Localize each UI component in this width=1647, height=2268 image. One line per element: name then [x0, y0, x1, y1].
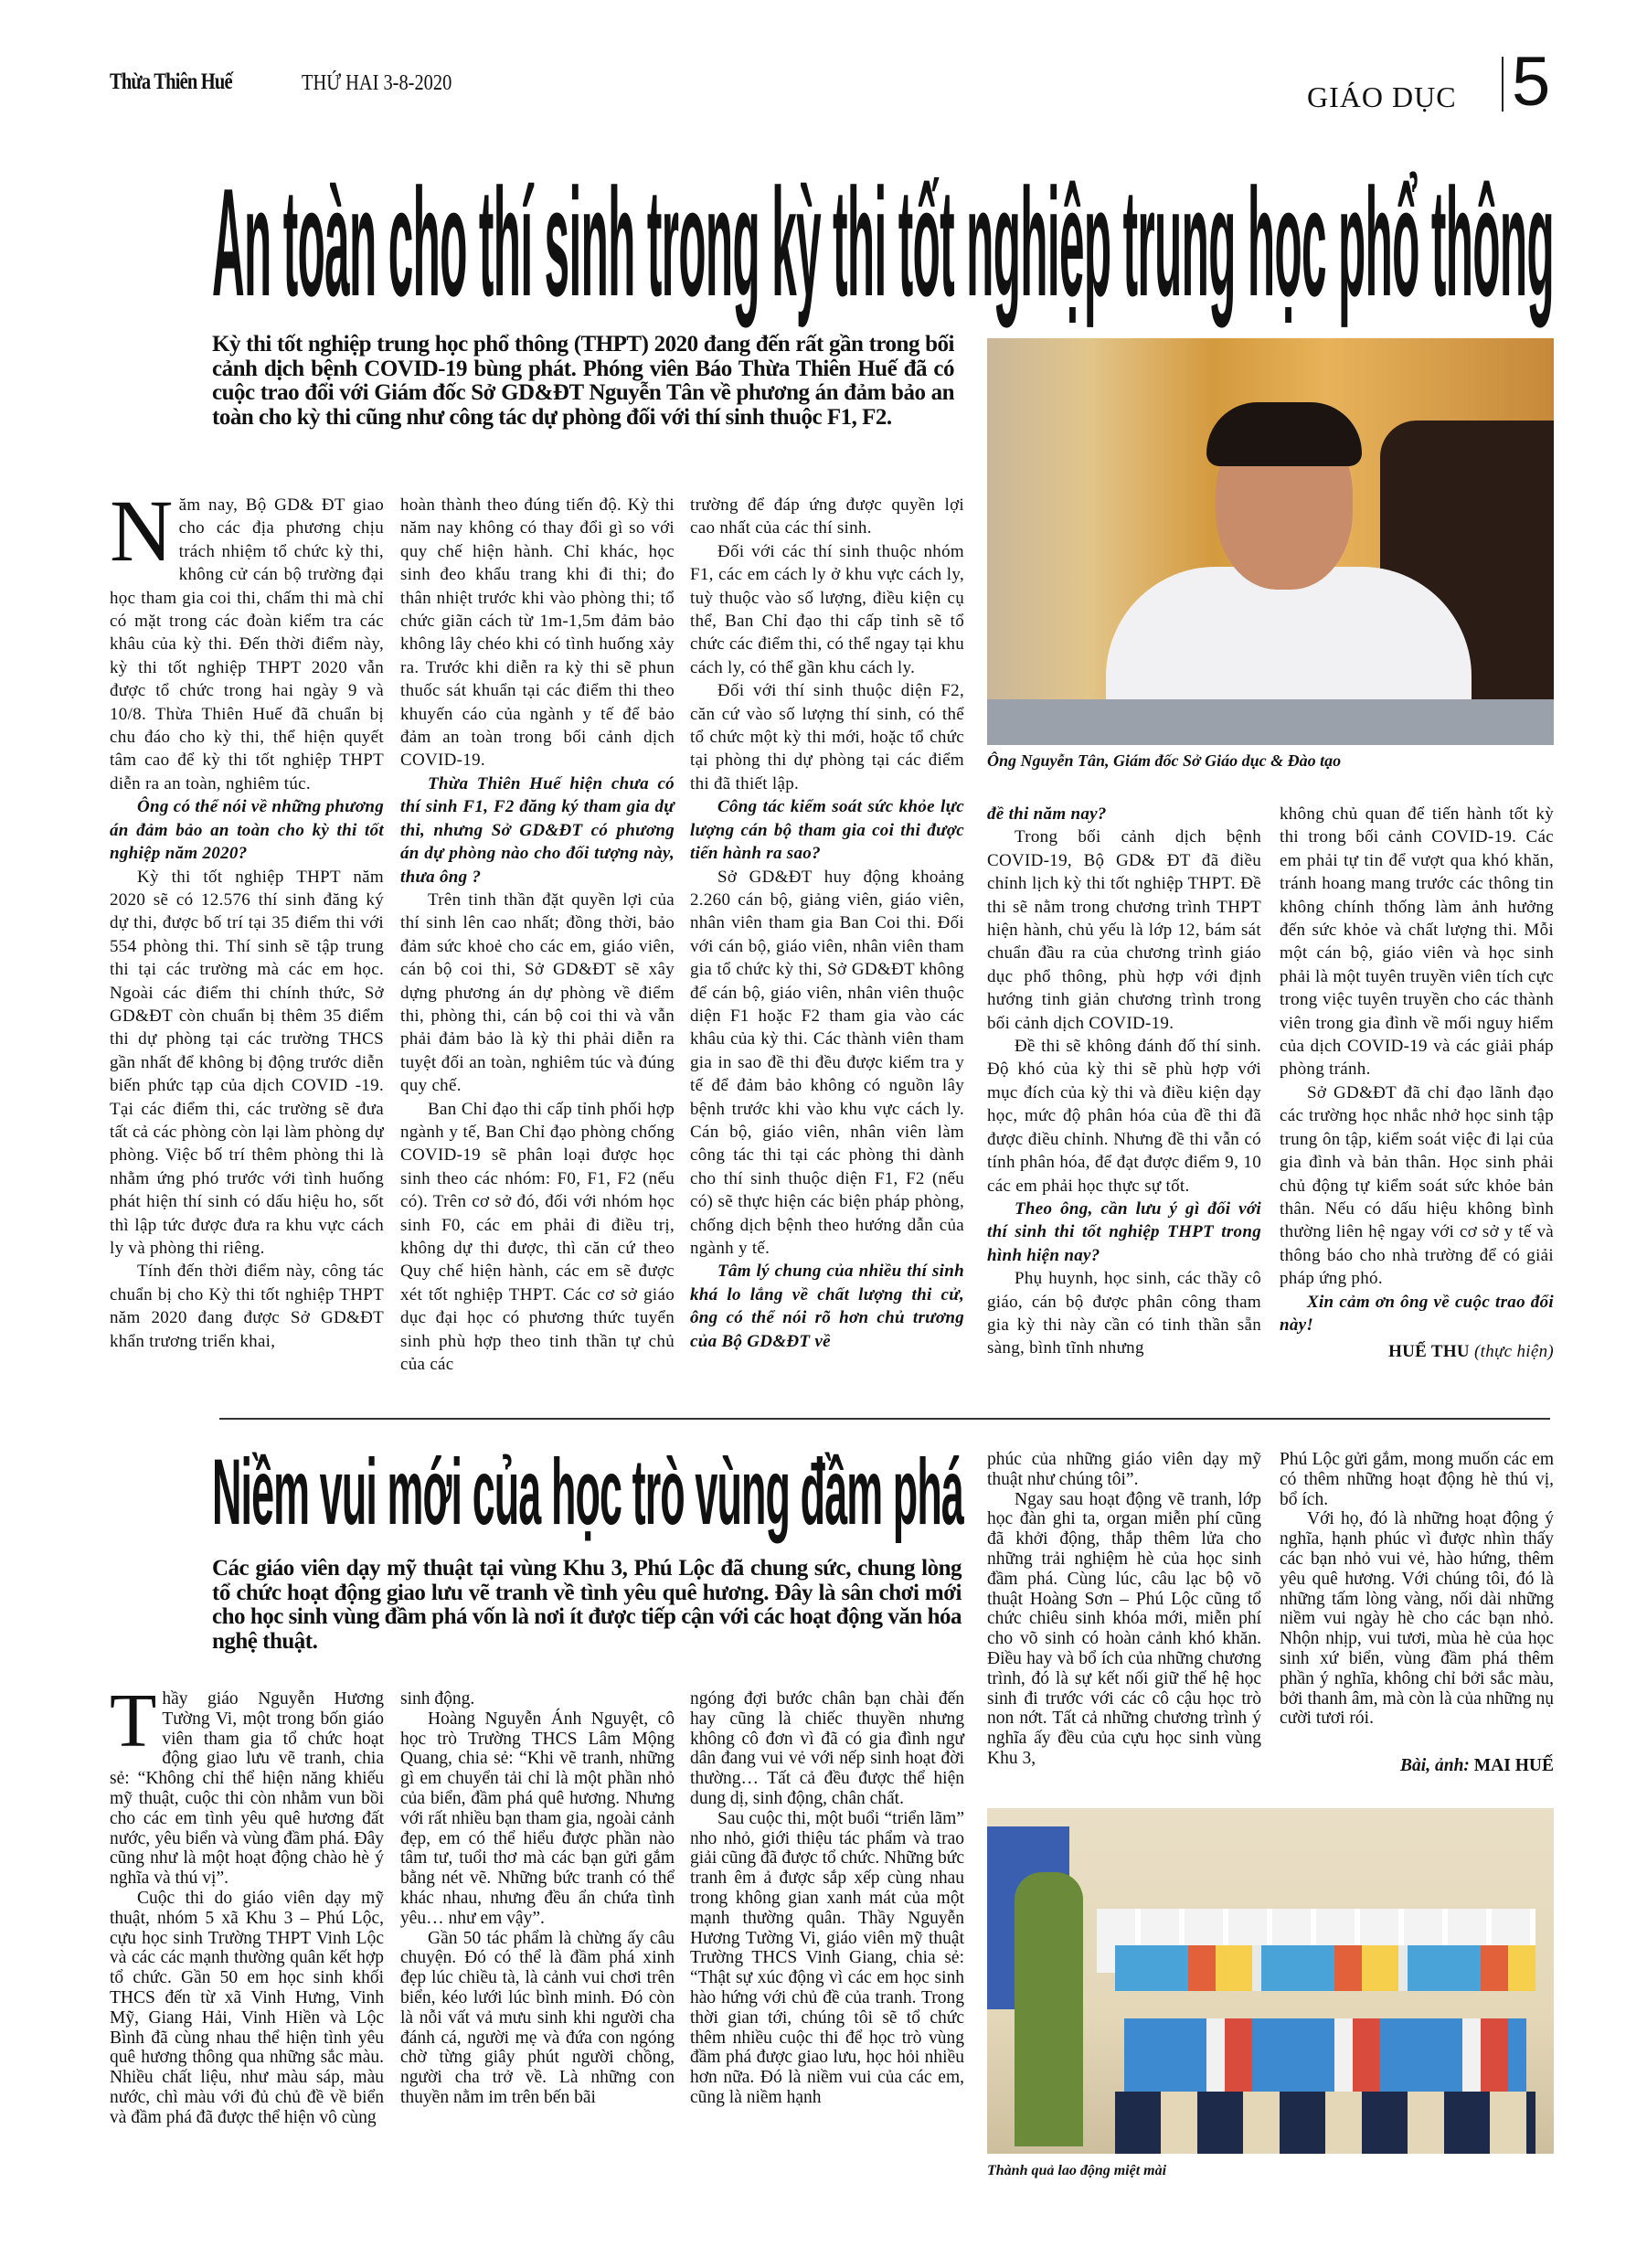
- paragraph: Cuộc thi do giáo viên dạy mỹ thuật, nhóm 5 xã Khu 3 – Phú Lộc, cựu học sinh Trường THPT Vinh Lộc và các các mạnh thường quân kết hợp tổ chức. Gần 50 em học sinh khối THCS đến từ xã Vinh Hưng, Vinh Mỹ, Giang Hải, Vinh Hiền và Lộc Bình đã cùng nhau thể hiện tình yêu quê hương thông qua những sắc màu. Nhiều chất liệu, như màu sáp, màu nước, chì màu với đủ chủ đề về biển và đầm phá đã được thể hiện vô cùng: [110, 1888, 384, 2127]
- paragraph: hoàn thành theo đúng tiến độ. Kỳ thi năm nay không có thay đổi gì so với quy chế hiện hành. Chỉ khác, học sinh đeo khẩu trang khi đi thi; đo thân nhiệt trước khi vào phòng thi; tổ chức giãn cách từ 1m-1,5m đảm bảo không lây chéo khi có tình huống xảy ra. Trước khi diễn ra kỳ thi sẽ phun thuốc sát khuẩn tại các điểm thi theo khuyến cáo của ngành y tế để bảo đảm an toàn trong bối cảnh dịch COVID-19.: [400, 495, 675, 771]
- paragraph: Trên tinh thần đặt quyền lợi của thí sinh lên cao nhất; đồng thời, bảo đảm sức khoẻ cho các em, giáo viên, cán bộ coi thi, Sở GD&ĐT sẽ xây dựng phương án dự phòng về điểm thi, phòng thi, cán bộ coi thi và vẫn phải đảm bảo là kỳ thi phải diễn ra tuyệt đối an toàn, nghiêm túc và đúng quy chế.: [400, 889, 675, 1096]
- header-divider: [1502, 57, 1504, 112]
- interview-question: Công tác kiểm soát sức khỏe lực lượng cán bộ tham gia coi thi được tiến hành ra sao?: [690, 797, 964, 864]
- paragraph: Hoàng Nguyễn Ánh Nguyệt, cô học trò Trường THCS Lâm Mộng Quang, chia sẻ: “Khi vẽ tranh, những gì em chuyển tải chỉ là một phần nhỏ của biển, đầm phá quê hương. Nhưng với rất nhiều bạn tham gia, ngoài cảnh đẹp, em có thể hiểu được phần nào tâm tư, tuổi thơ mà các bạn gửi gắm bằng nét vẽ. Những bức tranh có thể khác nhau, nhưng đều ẩn chứa tình yêu… như em vậy”.: [400, 1709, 675, 1928]
- desk-shape: [987, 699, 1554, 745]
- byline-role: (thực hiện): [1474, 1342, 1554, 1362]
- article2-headline: Niềm vui mới của học trò vùng đầm phá: [212, 1440, 963, 1544]
- interview-question: Xin cảm ơn ông về cuộc trao đổi này!: [1280, 1292, 1554, 1335]
- column-2: [400, 1689, 675, 2108]
- column-3: [690, 1689, 964, 2108]
- paragraph: [110, 1678, 384, 1889]
- column-5: [1280, 1450, 1554, 1776]
- paragraph-text: ăm nay, Bộ GD& ĐT giao cho các địa phương chịu trách nhiệm tổ chức kỳ thi, không cử cán bộ trường đại học tham gia coi thi, chấm thi mà chỉ có mặt trong các đoàn kiểm tra các khâu của kỳ thi. Đến thời điểm này, kỳ thi tốt nghiệp THPT 2020 vẫn được tổ chức trong hai ngày 9 và 10/8. Thừa Thiên Huế đã chuẩn bị chu đáo cho kỳ thi, thể hiện quyết tâm cao để kỳ thi tốt nghiệp THPT diễn ra an toàn, nghiêm túc.: [110, 495, 384, 793]
- paragraph: Đối với các thí sinh thuộc nhóm F1, các em cách ly ở khu vực cách ly, tuỳ thuộc vào số lượng, điều kiện cụ thể, Ban Chỉ đạo thi cấp tỉnh sẽ tổ chức các điểm thi, có thể ngay tại khu cách ly, có thể gần khu cách ly.: [690, 541, 964, 677]
- section-name: GIÁO DỤC: [1307, 80, 1457, 113]
- hair-shape: [1206, 402, 1362, 466]
- article1-photo: [987, 338, 1554, 745]
- article2-byline: [1280, 1756, 1554, 1776]
- article2-lead: Các giáo viên dạy mỹ thuật tại vùng Khu 3, Phú Lộc đã chung sức, chung lòng tổ chức hoạt động giao lưu vẽ tranh về tình yêu quê hương. Đây là sân chơi mới cho học sinh vùng đầm phá vốn là nơi ít được tiếp cận với các hoạt động văn hóa nghệ thuật.: [212, 1556, 962, 1654]
- page-number: 5: [1512, 43, 1551, 121]
- article-divider: [219, 1418, 1550, 1420]
- paragraph: Với họ, đó là những hoạt động ý nghĩa, hạnh phúc vì được nhìn thấy các bạn nhỏ vui vẻ, hào hứng, thêm yêu quê hương. Với chúng tôi, đó là những tấm lòng vàng, nối dài những niềm vui ngày hè cho các bạn nhỏ. Nhộn nhịp, vui tươi, mùa hè của học sinh xứ biển, vùng đầm phá thêm phần ý nghĩa, không chỉ bởi sắc màu, bởi thanh âm, mà còn là của những nụ cười tươi rói.: [1280, 1509, 1554, 1729]
- article2-photo: [987, 1808, 1554, 2154]
- interview-question: Thừa Thiên Huế hiện chưa có thí sinh F1, F2 đăng ký tham gia dự thi, nhưng Sở GD&ĐT có phương án dự phòng nào cho đối tượng này, thưa ông ?: [400, 773, 675, 887]
- paragraph: Gần 50 tác phẩm là chừng ấy câu chuyện. Đó có thể là đầm phá xinh đẹp lúc chiều tà, là cảnh vui chơi trên biển, kéo lưới lúc bình minh. Đó còn là nỗi vất vả mưu sinh khi người cha đánh cá, người mẹ và đứa con ngóng chờ từng giây phút người chồng, người cha trở về. Là những con thuyền nằm im trên bến bãi: [400, 1928, 675, 2107]
- article1-lead: Kỳ thi tốt nghiệp trung học phổ thông (THPT) 2020 đang đến rất gần trong bối cảnh dịch bệnh COVID-19 bùng phát. Phóng viên Báo Thừa Thiên Huế đã có cuộc trao đổi với Giám đốc Sở GD&ĐT Nguyễn Tân về phương án đảm bảo an toàn cho kỳ thi cũng như công tác dự phòng đối với thí sinh thuộc F1, F2.: [212, 332, 954, 430]
- masthead-date: THỨ HAI 3-8-2020: [302, 71, 452, 95]
- paragraph: trường để đáp ứng được quyền lợi cao nhất của các thí sinh.: [690, 495, 964, 538]
- column-3: [690, 494, 964, 1353]
- article1-byline: [1280, 1340, 1554, 1363]
- column-5: [1280, 803, 1554, 1364]
- paragraph: Sau cuộc thi, một buổi “triển lãm” nho nhỏ, giới thiệu tác phẩm và trao giải cũng đã được tổ chức. Những bức tranh êm ả được sắp xếp cùng nhau trong không gian xanh mát của một mạnh thường quân. Thầy Nguyễn Hương Tường Vi, giáo viên mỹ thuật Trường THCS Vinh Giang, chia sẻ: “Thật sự xúc động vì các em học sinh hào hứng với chủ đề của tranh. Trong thời gian tới, chúng tôi sẽ tổ chức thêm nhiều cuộc thi để học trò vùng đầm phá được giao lưu, học hỏi nhiều hơn nữa. Đó là niềm vui của các em, cũng là niềm hạnh: [690, 1808, 964, 2107]
- article2-photo-caption: Thành quả lao động miệt mài: [987, 2163, 1167, 2178]
- students-legs-shape: [1115, 2092, 1535, 2154]
- paragraph: Sở GD&ĐT đã chỉ đạo lãnh đạo các trường học nhắc nhở học sinh tập trung ôn tập, kiểm soát việc đi lại của gia đình và bản thân. Học sinh phải chủ động tự kiểm soát sức khỏe bản thân. Nếu có dấu hiệu không bình thường liên hệ ngay với cơ sở y tế và thông báo cho nhà trường để có giải pháp ứng phó.: [1280, 1082, 1554, 1289]
- paragraph: Ngay sau hoạt động vẽ tranh, lớp học đàn ghi ta, organ miễn phí cũng đã khởi động, thắp thêm lửa cho những trải nghiệm hè của học sinh đầm phá. Cùng lúc, câu lạc bộ võ thuật Hoàng Sơn – Phú Lộc cũng tổ chức chiêu sinh khóa mới, miễn phí cho võ sinh có hoàn cảnh khó khăn. Điều hay và bổ ích của những chương trình, đó là sự kết nối giữ thế hệ học sinh đi trước với các cô cậu học trò non nớt. Tất cả những chương trình ý nghĩa ấy đều của cựu học sinh vùng Khu 3,: [987, 1489, 1261, 1768]
- article1-photo-caption: Ông Nguyễn Tân, Giám đốc Sở Giáo dục & Đào tạo: [987, 751, 1342, 770]
- interview-question: Tâm lý chung của nhiều thí sinh khá lo lắng về chất lượng thi cử, ông có thể nói rõ hơn chủ trương của Bộ GD&ĐT về: [690, 1262, 964, 1351]
- paragraph: không chủ quan để tiến hành tốt kỳ thi trong bối cảnh COVID-19. Các em phải tự tin để vượt qua khó khăn, tránh hoang mang trước các thông tin không chính thống làm ảnh hưởng đến sức khỏe và chất lượng thi. Mỗi một cán bộ, giáo viên và học sinh phải là một tuyên truyền viên tích cực trong việc tuyên truyền cho các thành viên trong gia đình về mối nguy hiểm của dịch COVID-19 và các giải pháp phòng tránh.: [1280, 804, 1554, 1080]
- drop-cap: T: [110, 1678, 157, 1763]
- column-1: [110, 482, 385, 1353]
- paragraph: Đối với thí sinh thuộc diện F2, căn cứ vào số lượng thí sinh, có thể tổ chức một kỳ thi mới, hoặc tổ chức tại phòng thi dự phòng tại các điểm thi đã thiết lập.: [690, 681, 964, 793]
- paragraph: Phụ huynh, học sinh, các thầy cô giáo, cán bộ được phân công tham gia kỳ thi này cần có tinh thần sẵn sàng, bình tĩnh nhưng: [987, 1269, 1261, 1358]
- byline-name: HUẾ THU: [1388, 1342, 1470, 1362]
- column-2: [400, 494, 675, 1376]
- column-1: [110, 1678, 384, 2128]
- column-4: [987, 803, 1261, 1360]
- teacher-shape: [1015, 1872, 1083, 2146]
- article1-headline: An toàn cho thí sinh trong kỳ thi tốt nghiệp trung học phổ thông: [212, 156, 1555, 328]
- interview-question: đề thi năm nay?: [987, 804, 1107, 824]
- paragraph-text: hầy giáo Nguyễn Hương Tường Vi, một trong bốn giáo viên tham gia tổ chức hoạt động giao lưu vẽ tranh, chia sẻ: “Không chỉ thể hiện năng khiếu mỹ thuật, cuộc thi còn nhằm vun bồi cho các em tình yêu quê hương đất nước, yêu biển và vùng đầm phá. Đây cũng như là một hoạt động chào hè ý nghĩa và thú vị”.: [110, 1689, 384, 1889]
- byline-label: Bài, ảnh:: [1400, 1756, 1470, 1776]
- interview-question: Ông có thể nói về những phương án đảm bảo an toàn cho kỳ thi tốt nghiệp năm 2020?: [110, 797, 385, 864]
- paragraph: phúc của những giáo viên dạy mỹ thuật như chúng tôi”.: [987, 1450, 1261, 1489]
- paragraph: Sở GD&ĐT huy động khoảng 2.260 cán bộ, giảng viên, giáo viên, nhân viên tham gia Ban Coi thi. Đối với cán bộ, giáo viên, nhân viên tham gia tổ chức kỳ thi, Sở GD&ĐT không để cán bộ, giáo viên, nhân viên thuộc diện F1 hoặc F2 tham gia vào các khâu của kỳ thi. Các thành viên tham gia in sao đề thi đều được kiểm tra y tế để đảm bảo không có nguồn lây bệnh trước khi vào khu vực cách ly. Cán bộ, giáo viên, nhân viên làm công tác thi tại các phòng thi dành cho thí sinh thuộc diện F1, F2 (nếu có) sẽ thực hiện các biện pháp phòng, chống dịch bệnh theo hướng dẫn của ngành y tế.: [690, 867, 964, 1258]
- paintings-front-shape: [1124, 2018, 1526, 2092]
- drop-cap: N: [110, 482, 174, 580]
- paintings-row-shape: [1115, 1945, 1535, 1991]
- paragraph: Ban Chỉ đạo thi cấp tỉnh phối hợp ngành y tế, Ban Chỉ đạo phòng chống COVID-19 sẽ phân loại được học sinh theo các nhóm: F0, F1, F2 (nếu có). Trên cơ sở đó, đối với nhóm học sinh F0, các em phải đi điều trị, không dự thi được, thì căn cứ theo Quy chế hiện hành, các em sẽ được xét tốt nghiệp THPT. Các cơ sở giáo dục đại học có phương thức tuyển sinh phù hợp theo tinh thần tự chủ của các: [400, 1099, 675, 1375]
- column-4: [987, 1450, 1261, 1769]
- paragraph: Kỳ thi tốt nghiệp THPT năm 2020 sẽ có 12.576 thí sinh đăng ký dự thi, được bố trí tại 35 điểm thi với 554 phòng thi. Thí sinh sẽ tập trung thi tại các trường mà các em học. Ngoài các điểm thi chính thức, Sở GD&ĐT còn chuẩn bị thêm 35 điểm thi dự phòng tại các trường THCS gần nhất để không bị động trước diễn biến phức tạp của dịch COVID -19. Tại các điểm thi, các trường sẽ đưa tất cả các phòng còn lại làm phòng dự phòng. Việc bố trí thêm phòng thi là nhằm ứng phó trước với tình huống phát hiện thí sinh có dấu hiệu ho, sốt thì lập tức được đưa ra khu vực cách ly và phòng thi riêng.: [110, 867, 384, 1258]
- paragraph: Đề thi sẽ không đánh đố thí sinh. Độ khó của kỳ thi sẽ phù hợp với mục đích của kỳ thi và điều kiện dạy học, mức độ phân hóa của đề thi đã được điều chỉnh. Nhưng đề thi vẫn có tính phân hóa, để đạt được điểm 9, 10 các em phải học thực sự tốt.: [987, 1037, 1261, 1196]
- paragraph: [110, 482, 384, 795]
- paragraph: Phú Lộc gửi gắm, mong muốn các em có thêm những hoạt động hè thú vị, bổ ích.: [1280, 1450, 1554, 1509]
- interview-question: Theo ông, cần lưu ý gì đối với thí sinh thi tốt nghiệp THPT trong hình hiện nay?: [987, 1198, 1261, 1265]
- byline-name: MAI HUẾ: [1473, 1756, 1554, 1776]
- paragraph: Trong bối cảnh dịch bệnh COVID-19, Bộ GD& ĐT đã điều chỉnh lịch kỳ thi tốt nghiệp THPT. Đề thi sẽ nằm trong chương trình THPT hiện hành, chủ yếu là lớp 12, bám sát chuẩn đầu ra của chương trình giáo dục phổ thông, phù hợp với định hướng tinh giản chương trình trong bối cảnh dịch COVID-19.: [987, 827, 1261, 1033]
- masthead-paper-name: Thừa Thiên Huế: [110, 69, 232, 94]
- paragraph: Tính đến thời điểm này, công tác chuẩn bị cho Kỳ thi tốt nghiệp THPT năm 2020 đang được Sở GD&ĐT khẩn trương triển khai,: [110, 1262, 384, 1351]
- paragraph: sinh động.: [400, 1689, 475, 1709]
- paragraph: ngóng đợi bước chân bạn chài đến hay cũng là chiếc thuyền nhưng không cô đơn vì đã có gia đình ngư dân đang vui vẻ với nếp sinh hoạt đời thường… Tất cả đều được thể hiện dung dị, sinh động, chân chất.: [690, 1689, 964, 1808]
